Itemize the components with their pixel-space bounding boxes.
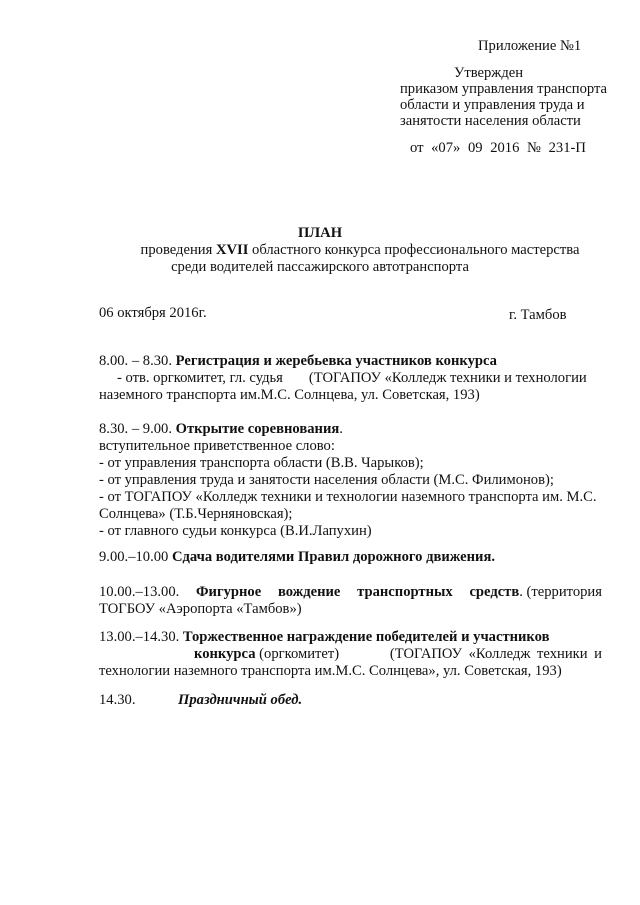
opening-line-1: вступительное приветственное слово: <box>99 438 335 454</box>
order-line-3: занятости населения области <box>400 113 581 129</box>
item-title-word-2: вождение <box>277 584 341 600</box>
opening-line-5: Солнцева» (Т.Б.Черняновская); <box>99 506 293 522</box>
schedule-item-opening: 8.30. – 9.00. Открытие соревнования. <box>99 421 343 437</box>
subtitle-roman-numeral: XVII <box>215 242 249 258</box>
item-title-word-1: Фигурное <box>196 584 262 600</box>
item-location-start: (ТОГАПОУ «Колледж техники и технологии <box>308 370 587 386</box>
schedule-item-figure-driving <box>99 583 602 601</box>
item-time: 8.30. – 9.00. <box>99 421 172 437</box>
item-title-end: средств. (территория <box>469 584 602 600</box>
item-time: 8.00. – 8.30. <box>99 353 172 369</box>
schedule-item-registration <box>99 352 497 370</box>
item-title-word-3: транспортных <box>357 584 453 600</box>
item-title-cont: конкурса <box>194 646 256 662</box>
item-time: 13.00.–14.30. <box>99 629 180 645</box>
item-location-line: наземного транспорта им.М.С. Солнцева, ул. Советская, 193) <box>99 387 480 403</box>
schedule-item-traffic-rules <box>99 548 495 566</box>
order-date-line: от «07» 09 2016 № 231-П <box>410 140 586 156</box>
item-title: Торжественное награждение победителей и участников <box>182 629 550 645</box>
schedule-item-awards <box>99 628 549 646</box>
order-line-1: приказом управления транспорта <box>400 81 608 97</box>
opening-line-2: - от управления транспорта области (В.В. Чарыков); <box>99 455 424 471</box>
opening-line-6: - от главного судьи конкурса (В.И.Лапухин) <box>99 523 372 539</box>
item-responsible-line <box>99 369 587 387</box>
document-subtitle-line-2: среди водителей пассажирского автотранспорта <box>171 259 469 275</box>
subtitle-prefix: проведения <box>140 242 216 258</box>
item-title: Открытие соревнования <box>175 421 340 437</box>
item-location-line: ТОГБОУ «Аэропорта «Тамбов») <box>99 601 302 617</box>
item-responsible: - отв. оргкомитет, гл. судья <box>117 370 283 386</box>
order-line-2: области и управления труда и <box>400 97 585 113</box>
item-location-line: технологии наземного транспорта им.М.С. Солнцева», ул. Советская, 193) <box>99 663 562 679</box>
schedule-item-lunch <box>99 691 135 709</box>
item-time: 14.30. <box>99 692 136 708</box>
awards-line-2 <box>194 645 602 663</box>
item-title: Регистрация и жеребьевка участников конкурса <box>175 353 497 369</box>
opening-line-4: - от ТОГАПОУ «Колледж техники и технологии наземного транспорта им. М.С. <box>99 489 597 505</box>
subtitle-suffix: областного конкурса профессионального мастерства <box>248 242 580 258</box>
item-responsible: (оргкомитет) <box>259 646 340 662</box>
item-time: 9.00.–10.00 <box>99 549 169 565</box>
item-title: Праздничный обед. <box>178 692 303 708</box>
item-location-start: (ТОГАПОУ «Колледж техники и <box>389 646 602 662</box>
opening-line-3: - от управления труда и занятости населения области (М.С. Филимонов); <box>99 472 554 488</box>
appendix-label: Приложение №1 <box>478 38 582 54</box>
item-title: Сдача водителями Правил дорожного движения. <box>171 549 495 565</box>
document-subtitle <box>0 241 640 259</box>
event-city: г. Тамбов <box>509 307 567 323</box>
approved-label: Утвержден <box>454 65 524 81</box>
document-title: ПЛАН <box>297 225 343 241</box>
event-date: 06 октября 2016г. <box>99 305 207 321</box>
item-time: 10.00.–13.00. <box>99 584 180 600</box>
